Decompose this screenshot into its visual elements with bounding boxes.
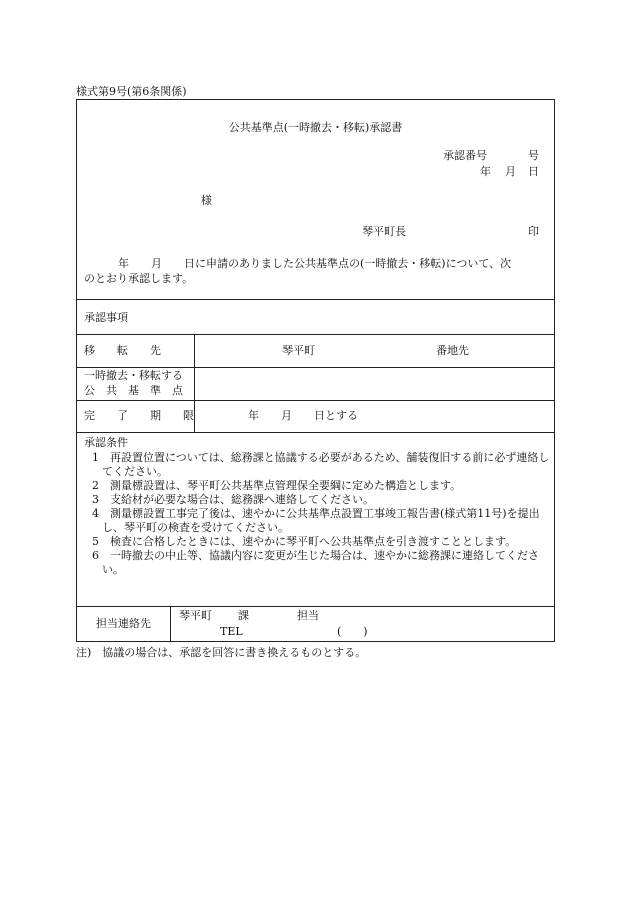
addressee-suffix: 様 xyxy=(201,194,212,207)
date-year: 年 xyxy=(480,165,491,178)
divider xyxy=(76,432,555,433)
target-benchmark-label-2: 公 共 基 準 点 xyxy=(84,384,183,397)
date-month: 月 xyxy=(505,165,516,178)
move-destination-town: 琴平町 xyxy=(282,344,315,357)
conditions-heading: 承認条件 xyxy=(84,436,128,449)
divider xyxy=(76,334,555,335)
intro-line-2: のとおり承認します。 xyxy=(84,272,194,285)
footnote: 注) 協議の場合は、承認を回答に書き換えるものとする。 xyxy=(76,646,367,659)
condition-item: 2 測量標設置は、琴平町公共基準点管理保全要綱に定めた構造とします。 xyxy=(92,479,462,492)
contact-person: 担当 xyxy=(297,609,319,622)
intro-line-1: 年 月 日に申請のありました公共基準点の(一時撤去・移転)について、次 xyxy=(118,257,512,270)
issuer-name: 琴平町長 xyxy=(362,225,406,238)
contact-town: 琴平町 xyxy=(179,609,212,622)
seal-mark: 印 xyxy=(528,225,539,238)
divider xyxy=(76,400,555,401)
move-destination-label xyxy=(84,344,188,358)
contact-tel-paren: ( ) xyxy=(337,625,368,638)
condition-item: 5 検査に合格したときには、速やかに琴平町へ公共基準点を引き渡すこととします。 xyxy=(92,535,517,548)
form-number-label: 様式第9号(第6条関係) xyxy=(76,85,187,98)
target-benchmark-label-1: 一時撤去・移転する xyxy=(84,369,183,382)
approval-number-suffix: 号 xyxy=(528,149,539,162)
contact-label: 担当連絡先 xyxy=(96,617,151,630)
condition-item: 4 測量標設置工事完了後は、速やかに公共基準点設置工事竣工報告書(様式第11号)を提出し、琴平町の検査を受けてください。 xyxy=(92,507,540,534)
deadline-label: 完 了 期 限 xyxy=(84,409,194,422)
deadline-value: 年 月 日とする xyxy=(248,409,358,422)
approval-number-label: 承認番号 xyxy=(443,149,487,162)
divider xyxy=(76,299,555,300)
move-destination-suffix: 番地先 xyxy=(436,344,469,357)
condition-item: 6 一時撤去の中止等、協議内容に変更が生じた場合は、速やかに総務課に連絡してください。 xyxy=(92,549,539,576)
divider xyxy=(76,606,555,607)
column-divider xyxy=(194,334,195,432)
contact-dept: 課 xyxy=(238,609,249,622)
document-title: 公共基準点(一時撤去・移転)承認書 xyxy=(228,121,403,134)
conditions-list xyxy=(92,451,550,577)
divider xyxy=(76,367,555,368)
condition-item: 1 再設置位置については、総務課と協議する必要があるため、舗装復旧する前に必ず連絡してください。 xyxy=(92,451,550,478)
approval-items-heading: 承認事項 xyxy=(84,311,128,324)
move-destination-label-text: 移 転 先 xyxy=(84,344,161,357)
contact-tel-label: TEL xyxy=(220,625,243,638)
condition-item: 3 支給材が必要な場合は、総務課へ連絡してください。 xyxy=(92,493,374,506)
date-day: 日 xyxy=(528,165,539,178)
column-divider xyxy=(170,606,171,642)
